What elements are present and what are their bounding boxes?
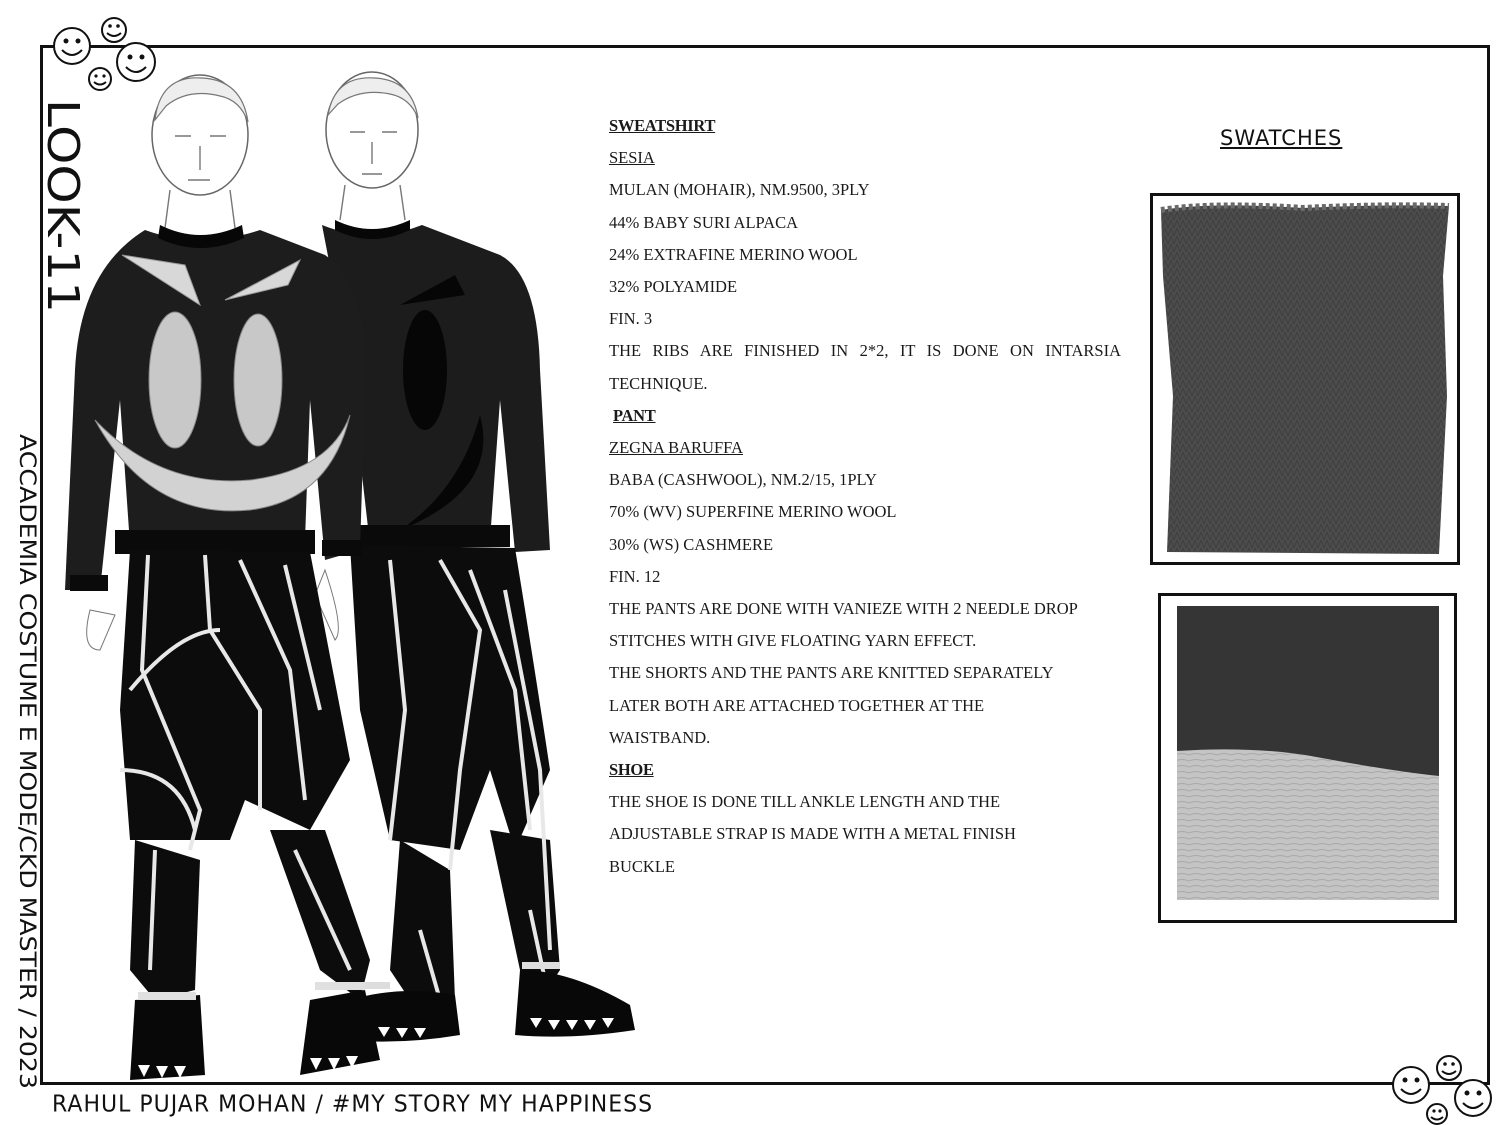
pant-composition-line: 30% (WS) CASHMERE: [609, 534, 774, 554]
sweatshirt-composition-line: 44% BABY SURI ALPACA: [609, 212, 799, 232]
smiley-cluster-bottom-right: [1385, 1052, 1497, 1125]
pant-note: THE SHORTS AND THE PANTS ARE KNITTED SEPARATELY: [609, 663, 1054, 683]
footer-credit: RAHUL PUJAR MOHAN / #MY STORY MY HAPPINESS: [52, 1091, 654, 1118]
sweatshirt-note: THE RIBS ARE FINISHED IN 2*2, IT IS DONE ON INTARSIA: [609, 341, 1121, 361]
shoe-note: BUCKLE: [609, 856, 675, 876]
look-title-text: LOOK-11: [37, 99, 88, 288]
pant-yarn-line: BABA (CASHWOOL), NM.2/15, 1PLY: [609, 470, 877, 490]
pant-gauge-line: FIN. 12: [609, 566, 661, 586]
shoe-note: ADJUSTABLE STRAP IS MADE WITH A METAL FINISH: [609, 824, 1016, 844]
sweatshirt-note-continued: TECHNIQUE.: [609, 373, 708, 393]
vertical-credit-text: ACCADEMIA COSTUME E MODE/CKD MASTER / 2023: [14, 434, 39, 1007]
back-figure: [322, 72, 635, 1042]
swatch-sweatshirt-image: [1153, 196, 1457, 562]
pant-note: STITCHES WITH GIVE FLOATING YARN EFFECT.: [609, 631, 977, 651]
spec-sheet: [609, 110, 1121, 883]
swatch-sweatshirt: [1150, 193, 1460, 565]
vertical-credit: [0, 430, 58, 1095]
pant-note: WAISTBAND.: [609, 727, 711, 747]
sweatshirt-gauge-line: FIN. 3: [609, 309, 653, 329]
fashion-illustration: [60, 70, 660, 1090]
sweatshirt-heading: SWEATSHIRT: [609, 116, 716, 135]
pant-composition-line: 70% (WV) SUPERFINE MERINO WOOL: [609, 502, 897, 522]
pant-note: LATER BOTH ARE ATTACHED TOGETHER AT THE: [609, 695, 985, 715]
swatches-title: SWATCHES: [1220, 126, 1343, 150]
pant-note: THE PANTS ARE DONE WITH VANIEZE WITH 2 NEEDLE DROP: [609, 599, 1078, 619]
sweatshirt-composition-line: 24% EXTRAFINE MERINO WOOL: [609, 244, 858, 264]
sweatshirt-yarn-line: MULAN (MOHAIR), NM.9500, 3PLY: [609, 180, 870, 200]
swatch-pant-image: [1161, 596, 1454, 920]
sweatshirt-composition-line: 32% POLYAMIDE: [609, 277, 738, 297]
pant-heading: PANT: [613, 405, 656, 425]
shoe-heading: SHOE: [609, 760, 654, 780]
front-figure: [65, 75, 380, 1080]
sweatshirt-supplier: SESIA: [609, 148, 655, 168]
pant-supplier: ZEGNA BARUFFA: [609, 438, 744, 458]
shoe-note: THE SHOE IS DONE TILL ANKLE LENGTH AND THE: [609, 792, 1001, 812]
swatch-pant: [1158, 593, 1457, 923]
